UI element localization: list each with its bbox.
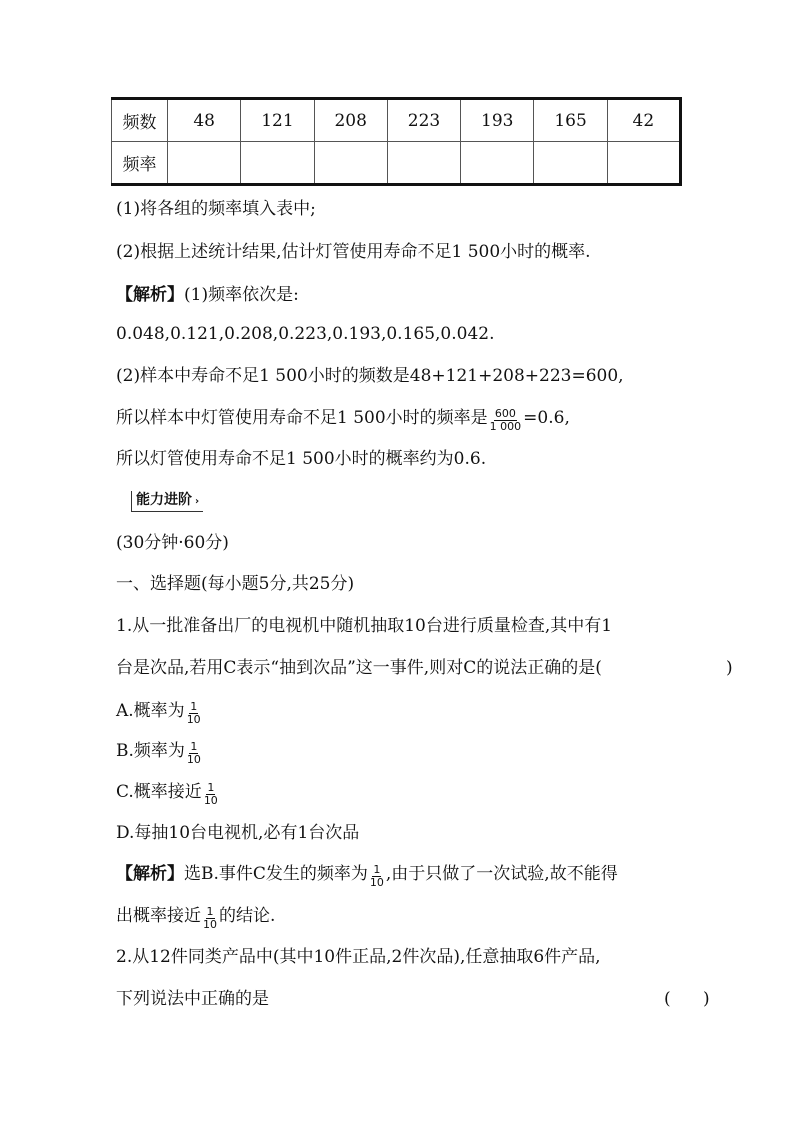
table-cell: 121 bbox=[241, 99, 314, 142]
solution-text: 所以样本中灯管使用寿命不足1 500小时的频率是 bbox=[116, 408, 488, 428]
answer-paren: ( ) bbox=[664, 989, 710, 1009]
option-c bbox=[116, 780, 220, 805]
chevron-right-icon: › bbox=[195, 496, 200, 507]
mc2-stem-line-1: 2.从12件同类产品中(其中10件正品,2件次品),任意抽取6件产品, bbox=[116, 947, 601, 967]
table-cell bbox=[314, 142, 387, 185]
table-cell: 165 bbox=[534, 99, 607, 142]
option-text: A.概率为 bbox=[116, 701, 185, 721]
row-header: 频数 bbox=[112, 99, 168, 142]
fraction-numerator: 1 bbox=[207, 781, 215, 794]
mc1-solution-line-2 bbox=[116, 904, 275, 929]
solution-text: 出概率接近 bbox=[116, 906, 201, 926]
solution-text: =0.6, bbox=[523, 408, 570, 428]
fraction bbox=[186, 701, 202, 726]
fraction bbox=[203, 782, 219, 807]
fraction-numerator: 1 bbox=[190, 700, 198, 713]
table-row bbox=[112, 142, 681, 185]
fraction bbox=[186, 741, 202, 766]
section-badge bbox=[131, 491, 203, 512]
option-d: D.每抽10台电视机,必有1台次品 bbox=[116, 823, 360, 843]
answer-paren-close: ) bbox=[726, 658, 733, 678]
fraction-denominator: 10 bbox=[203, 918, 217, 931]
fraction-numerator: 600 bbox=[494, 407, 516, 420]
solution-tag: 【解析】 bbox=[116, 864, 184, 884]
solution-line-2: (2)样本中寿命不足1 500小时的频数是48+121+208+223=600, bbox=[116, 366, 624, 386]
question-2: (2)根据上述统计结果,估计灯管使用寿命不足1 500小时的概率. bbox=[116, 242, 591, 262]
badge-label: 能力进阶 bbox=[136, 492, 192, 508]
fraction bbox=[369, 864, 385, 889]
frequency-table bbox=[111, 97, 682, 186]
mc1-stem-line-2: 台是次品,若用C表示“抽到次品”这一事件,则对C的说法正确的是( bbox=[116, 658, 602, 678]
solution-text: 的结论. bbox=[219, 906, 276, 926]
option-a bbox=[116, 699, 203, 724]
table-cell bbox=[534, 142, 607, 185]
table-row bbox=[112, 99, 681, 142]
option-b bbox=[116, 739, 203, 764]
fraction-numerator: 1 bbox=[190, 740, 198, 753]
fraction bbox=[202, 906, 218, 931]
table-cell bbox=[607, 142, 680, 185]
fraction bbox=[489, 408, 523, 433]
question-1: (1)将各组的频率填入表中; bbox=[116, 199, 316, 219]
frequency-values: 0.048,0.121,0.208,0.223,0.193,0.165,0.042. bbox=[116, 324, 495, 344]
table-cell bbox=[461, 142, 534, 185]
solution-line-3 bbox=[116, 406, 570, 431]
fraction-denominator: 10 bbox=[203, 794, 218, 807]
mc2-stem-line-2: 下列说法中正确的是 bbox=[116, 989, 269, 1009]
solution-tag: 【解析】 bbox=[116, 285, 184, 305]
fraction-denominator: 10 bbox=[186, 713, 201, 726]
solution-text: ,由于只做了一次试验,故不能得 bbox=[385, 864, 618, 884]
table-cell bbox=[387, 142, 460, 185]
time-info: (30分钟·60分) bbox=[116, 533, 229, 553]
table-cell bbox=[168, 142, 241, 185]
mc1-stem-line-1: 1.从一批准备出厂的电视机中随机抽取10台进行质量检查,其中有1 bbox=[116, 616, 613, 636]
table-cell: 42 bbox=[607, 99, 680, 142]
fraction-denominator: 10 bbox=[186, 753, 201, 766]
fraction-numerator: 1 bbox=[206, 905, 214, 918]
table-cell bbox=[241, 142, 314, 185]
solution-text: 选B.事件C发生的频率为 bbox=[184, 864, 368, 884]
section-title: 一、选择题(每小题5分,共25分) bbox=[116, 574, 355, 594]
table-cell: 208 bbox=[314, 99, 387, 142]
table-cell: 48 bbox=[168, 99, 241, 142]
option-text: B.频率为 bbox=[116, 741, 185, 761]
solution-text: (1)频率依次是: bbox=[184, 285, 299, 305]
option-text: C.概率接近 bbox=[116, 782, 202, 802]
table-cell: 223 bbox=[387, 99, 460, 142]
fraction-denominator: 1 000 bbox=[489, 420, 522, 433]
fraction-denominator: 10 bbox=[369, 876, 384, 889]
fraction-numerator: 1 bbox=[373, 863, 381, 876]
mc1-solution-line-1 bbox=[116, 862, 618, 887]
table-cell: 193 bbox=[461, 99, 534, 142]
row-header: 频率 bbox=[112, 142, 168, 185]
solution-line-4: 所以灯管使用寿命不足1 500小时的概率约为0.6. bbox=[116, 449, 487, 469]
solution-line bbox=[116, 283, 299, 307]
